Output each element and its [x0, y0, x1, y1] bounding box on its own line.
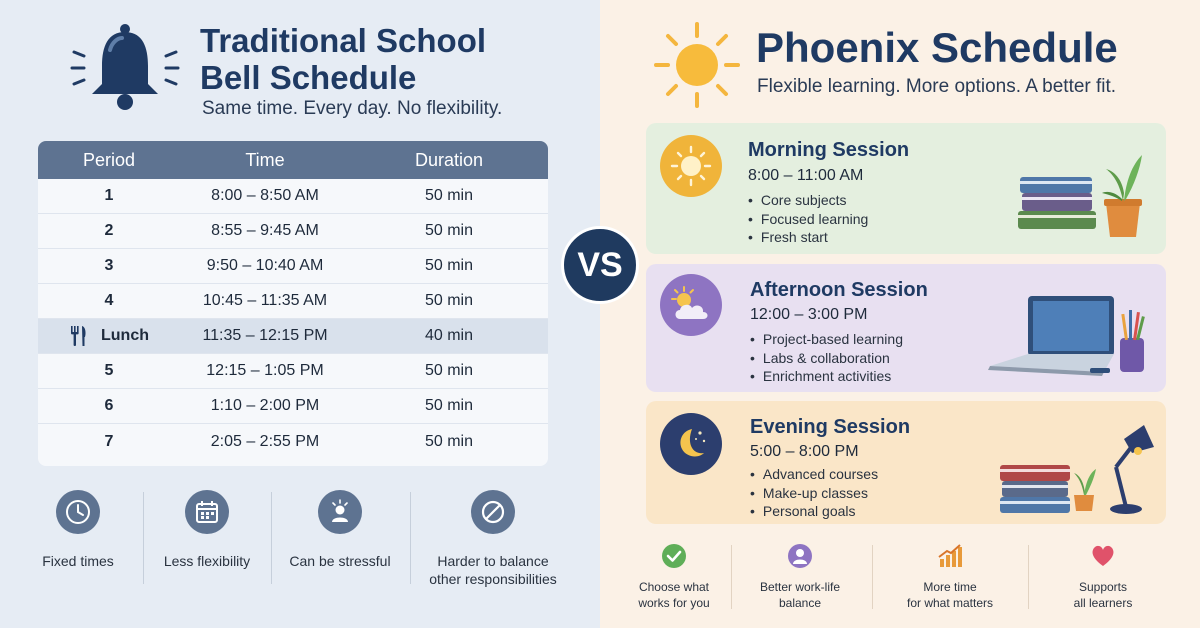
- divider: [410, 492, 411, 584]
- table-row: [38, 249, 548, 284]
- feature-label-line2: for what matters: [906, 596, 994, 610]
- books-plant-icon: [1014, 145, 1154, 245]
- evening-session-card: [646, 401, 1166, 524]
- period-cell: 7: [104, 432, 114, 450]
- right-subtitle: Flexible learning. More options. A better fit.: [757, 76, 1117, 97]
- list-item: • Enrichment activities: [750, 367, 903, 386]
- period-cell: 6: [104, 397, 114, 414]
- list-item: • Core subjects: [748, 191, 868, 210]
- calendar-icon: [185, 490, 229, 534]
- left-subtitle: Same time. Every day. No flexibility.: [202, 98, 503, 119]
- bell-icon: [70, 22, 180, 112]
- time-cell: 12:15 – 1:05 PM: [206, 362, 324, 379]
- duration-cell: 50 min: [424, 362, 474, 379]
- list-item: • Project-based learning: [750, 330, 903, 349]
- heart-icon: [1044, 543, 1162, 569]
- table-row-lunch: [38, 319, 548, 354]
- feature-label: Harder to balance: [437, 553, 549, 569]
- table-row: [38, 354, 548, 389]
- feature-label-line2: other responsibilities: [429, 571, 557, 587]
- table-row: [38, 284, 548, 319]
- duration-cell: 50 min: [424, 187, 474, 204]
- feature-label-line2: works for you: [638, 596, 710, 610]
- header-duration: Duration: [414, 149, 484, 170]
- time-cell: 10:45 – 11:35 AM: [202, 292, 328, 309]
- prohibited-icon: [471, 490, 515, 534]
- session-items: [750, 465, 878, 521]
- list-item: • Focused learning: [748, 210, 868, 229]
- table-row: [38, 389, 548, 424]
- sun-cloud-icon: [660, 274, 722, 336]
- time-cell: 8:55 – 9:45 AM: [211, 222, 319, 239]
- person-icon: [738, 543, 862, 569]
- stressed-person-icon: [318, 490, 362, 534]
- feature-work-life: [738, 543, 862, 611]
- feature-fixed-times: [22, 490, 134, 570]
- bell-schedule-table: [38, 141, 548, 466]
- session-name: Afternoon Session: [750, 279, 928, 301]
- books-lamp-icon: [996, 411, 1156, 519]
- feature-label: More time: [923, 580, 977, 594]
- divider: [1028, 545, 1029, 609]
- table-header: [38, 141, 548, 179]
- session-items: [750, 330, 903, 386]
- feature-label: Fixed times: [42, 553, 114, 569]
- session-name: Morning Session: [748, 139, 910, 161]
- duration-cell: 50 min: [424, 432, 474, 450]
- feature-supports: [1044, 543, 1162, 611]
- feature-label: Can be stressful: [289, 553, 391, 569]
- page-title: Traditional School Bell Schedule: [200, 22, 487, 96]
- feature-label: Less flexibility: [163, 553, 251, 569]
- list-item: • Personal goals: [750, 502, 878, 521]
- fork-knife-icon: [69, 325, 89, 347]
- time-cell: 2:05 – 2:55 PM: [210, 432, 320, 450]
- check-icon: [618, 543, 730, 569]
- session-items: [748, 191, 868, 247]
- list-item: • Advanced courses: [750, 465, 878, 484]
- feature-choose: [618, 543, 730, 611]
- list-item: • Make-up classes: [750, 484, 878, 503]
- period-cell: 3: [104, 257, 114, 274]
- period-cell: 4: [104, 292, 114, 309]
- period-cell: 1: [104, 187, 114, 204]
- session-time: 8:00 – 11:00 AM: [748, 167, 864, 184]
- duration-cell: 40 min: [424, 327, 474, 344]
- divider: [143, 492, 144, 584]
- header-time: Time: [245, 149, 285, 170]
- growth-chart-icon: [880, 543, 1020, 569]
- duration-cell: 50 min: [424, 397, 474, 414]
- list-item: • Labs & collaboration: [750, 349, 903, 368]
- sun-icon: [660, 135, 722, 197]
- feature-label: Choose what: [638, 580, 710, 594]
- session-time: 5:00 – 8:00 PM: [750, 443, 859, 460]
- right-title: Phoenix Schedule: [756, 24, 1118, 71]
- time-cell: 1:10 – 2:00 PM: [210, 397, 320, 414]
- feature-label: Supports: [1078, 580, 1128, 594]
- feature-more-time: [880, 543, 1020, 611]
- table-row: [38, 424, 548, 459]
- feature-harder-to-balance: [418, 490, 568, 588]
- vs-badge: VS: [561, 226, 639, 304]
- morning-session-card: [646, 123, 1166, 254]
- feature-less-flexibility: [150, 490, 264, 570]
- time-cell: 8:00 – 8:50 AM: [211, 187, 319, 204]
- feature-label-line2: balance: [778, 596, 822, 610]
- sun-icon: [652, 20, 742, 110]
- clock-icon: [56, 490, 100, 534]
- divider: [872, 545, 873, 609]
- feature-stressful: [278, 490, 402, 570]
- feature-label: Better work-life: [759, 580, 841, 594]
- period-cell: Lunch: [38, 325, 180, 347]
- moon-icon: [660, 413, 722, 475]
- header-period: Period: [82, 149, 136, 170]
- period-cell: 2: [104, 222, 114, 239]
- session-time: 12:00 – 3:00 PM: [750, 306, 868, 323]
- session-name: Evening Session: [750, 416, 911, 438]
- time-cell: 9:50 – 10:40 AM: [206, 257, 324, 274]
- table-row: [38, 214, 548, 249]
- duration-cell: 50 min: [424, 292, 474, 309]
- afternoon-session-card: [646, 264, 1166, 392]
- divider: [731, 545, 732, 609]
- table-row: [38, 179, 548, 214]
- laptop-icon: [986, 286, 1156, 382]
- time-cell: 11:35 – 12:15 PM: [202, 327, 328, 344]
- period-cell: 5: [104, 362, 114, 379]
- feature-label-line2: all learners: [1073, 596, 1133, 610]
- divider: [271, 492, 272, 584]
- duration-cell: 50 min: [424, 257, 474, 274]
- list-item: • Fresh start: [748, 228, 868, 247]
- duration-cell: 50 min: [424, 222, 474, 239]
